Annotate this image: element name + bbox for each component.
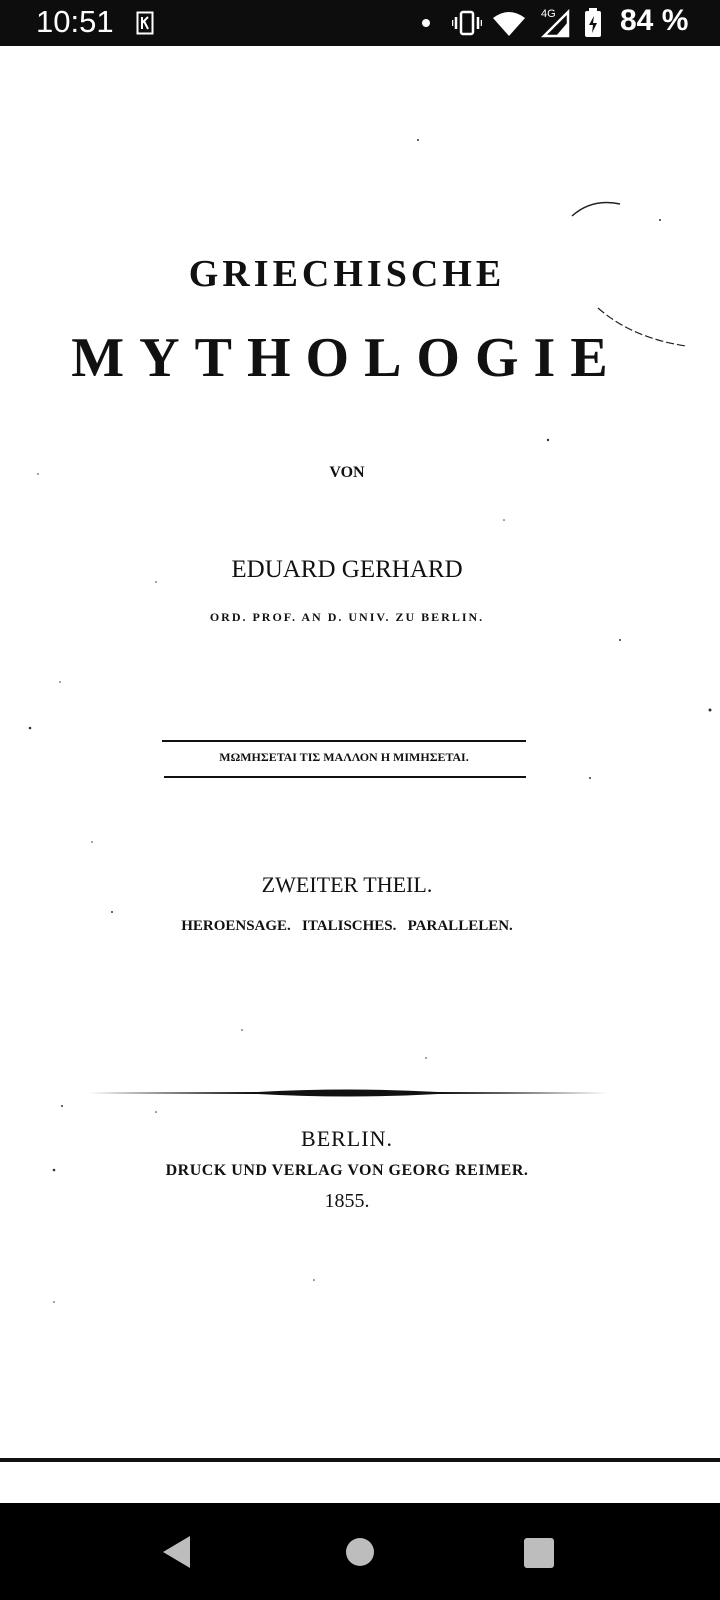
part-title: ZWEITER THEIL. (261, 872, 433, 897)
back-icon[interactable] (160, 1534, 196, 1570)
document-page[interactable] (0, 46, 720, 1460)
battery-percent: 84 % (620, 4, 689, 37)
motto-bottom-rule (164, 776, 526, 778)
status-bar (0, 0, 720, 46)
part-subtitle: HEROENSAGE. ITALISCHES. PARALLELEN. (181, 918, 513, 934)
ornamental-rule (88, 1086, 608, 1100)
page-bottom-border (0, 1458, 720, 1462)
imprint-place: BERLIN. (301, 1126, 393, 1151)
navigation-bar (0, 1503, 720, 1600)
wifi-icon (492, 10, 526, 36)
title-line-1: GRIECHISCHE (188, 253, 506, 295)
by-label: VON (329, 464, 365, 481)
motto: ΜΩΜΗΣΕΤΑΙ ΤΙΣ ΜΑΛΛΟΝ Η ΜΙΜΗΣΕΤΑΙ. (219, 750, 469, 764)
recents-icon[interactable] (524, 1538, 554, 1568)
author-title: ORD. PROF. AN D. UNIV. ZU BERLIN. (209, 610, 485, 624)
motto-top-rule (162, 740, 526, 742)
status-time: 10:51 (36, 4, 114, 39)
dot-icon (421, 18, 431, 28)
imprint-publisher: DRUCK UND VERLAG VON GEORG REIMER. (165, 1162, 529, 1179)
imprint-year: 1855. (324, 1190, 370, 1212)
vibrate-icon (452, 10, 482, 36)
home-icon[interactable] (345, 1537, 375, 1567)
title-line-2: MYTHOLOGIE (71, 327, 623, 389)
network-label: 4G (541, 8, 556, 20)
author-name: EDUARD GERHARD (231, 556, 463, 583)
app-notification-icon (136, 11, 154, 35)
battery-charging-icon (584, 8, 602, 38)
